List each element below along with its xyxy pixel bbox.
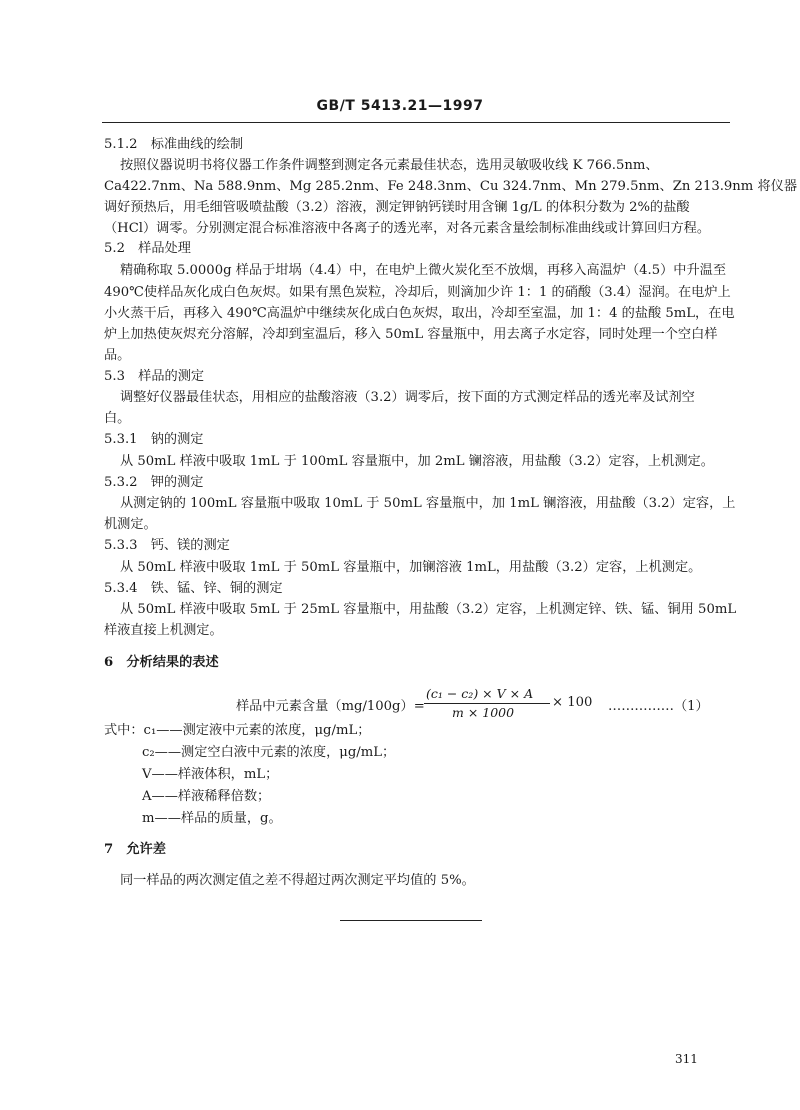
where-line: 式中：c₁——测定液中元素的浓度，μg/mL； xyxy=(104,723,371,738)
section-heading: 5.3 样品的测定 xyxy=(104,369,205,384)
where-line: c₂——测定空白液中元素的浓度，μg/mL； xyxy=(142,745,396,760)
paragraph-line: 调整好仪器最佳状态，用相应的盐酸溶液（3.2）调零后，按下面的方式测定样品的透光率及试剂空 xyxy=(120,390,695,405)
paragraph-line: 同一样品的两次测定值之差不得超过两次测定平均值的 5%。 xyxy=(120,873,475,888)
formula-fraction-bar xyxy=(424,703,550,704)
section-heading: 5.3.2 钾的测定 xyxy=(104,475,204,490)
paragraph-line: 490℃使样品灰化成白色灰烬。如果有黑色炭粒，冷却后，则滴加少许 1：1 的硝酸（3.4）湿润。在电炉上 xyxy=(104,285,731,300)
paragraph-line: （HCl）调零。分别测定混合标准溶液中各离子的透光率，对各元素含量绘制标准曲线或计算回归方程。 xyxy=(104,221,711,236)
section-heading: 5.3.4 铁、锰、锌、铜的测定 xyxy=(104,581,283,596)
paragraph-line: 按照仪器说明书将仪器工作条件调整到测定各元素最佳状态，选用灵敏吸收线 K 766.5nm、 xyxy=(120,158,659,173)
section-heading: 5.1.2 标准曲线的绘制 xyxy=(104,137,244,152)
section-heading: 6 分析结果的表述 xyxy=(104,655,219,670)
where-line: m——样品的质量，g。 xyxy=(142,811,282,826)
section-heading: 7 允许差 xyxy=(104,842,166,857)
paragraph-line: 从 50mL 样液中吸取 1mL 于 50mL 容量瓶中，加镧溶液 1mL，用盐酸（3.2）定容，上机测定。 xyxy=(120,560,702,575)
formula-multiplier: × 100 xyxy=(552,695,593,710)
paragraph-line: Ca422.7nm、Na 588.9nm、Mg 285.2nm、Fe 248.3nm、Cu 324.7nm、Mn 279.5nm、Zn 213.9nm 将仪器 xyxy=(104,179,798,194)
paragraph-line: 品。 xyxy=(104,348,131,363)
paragraph-line: 小火蒸干后，再移入 490℃高温炉中继续灰化成白色灰烬，取出，冷却至室温，加 1：4 的盐酸 5mL，在电 xyxy=(104,306,735,321)
where-line: V——样液体积，mL； xyxy=(142,767,279,782)
paragraph-line: 调好预热后，用毛细管吸喷盐酸（3.2）溶液，测定钾钠钙镁时用含镧 1g/L 的体积分数为 2%的盐酸 xyxy=(104,200,690,215)
formula-denominator: m × 1000 xyxy=(452,705,515,720)
formula-reference: ……………（1） xyxy=(608,699,709,714)
end-rule xyxy=(340,920,482,921)
section-heading: 5.3.1 钠的测定 xyxy=(104,432,204,447)
paragraph-line: 从测定钠的 100mL 容量瓶中吸取 10mL 于 50mL 容量瓶中，加 1mL 镧溶液，用盐酸（3.2）定容，上 xyxy=(120,496,736,511)
formula-numerator: (c₁ − c₂) × V × A xyxy=(426,686,534,701)
page-header: GB/T 5413.21—1997 xyxy=(316,98,484,114)
section-heading: 5.3.3 钙、镁的测定 xyxy=(104,538,230,553)
paragraph-line: 精确称取 5.0000g 样品于坩埚（4.4）中，在电炉上微火炭化至不放烟，再移入高温炉（4.5）中升温至 xyxy=(120,263,727,278)
paragraph-line: 白。 xyxy=(104,411,131,426)
paragraph-line: 从 50mL 样液中吸取 1mL 于 100mL 容量瓶中，加 2mL 镧溶液，用盐酸（3.2）定容，上机测定。 xyxy=(120,454,714,469)
paragraph-line: 样液直接上机测定。 xyxy=(104,623,223,638)
section-heading: 5.2 样品处理 xyxy=(104,241,191,256)
page-number: 311 xyxy=(675,1052,698,1066)
formula-lhs: 样品中元素含量（mg/100g）= xyxy=(236,699,425,714)
paragraph-line: 机测定。 xyxy=(104,517,157,532)
header-rule xyxy=(102,122,730,123)
formula xyxy=(0,686,800,720)
where-line: A——样液稀释倍数； xyxy=(142,789,271,804)
paragraph-line: 从 50mL 样液中吸取 5mL 于 25mL 容量瓶中，用盐酸（3.2）定容，上机测定锌、铁、锰、铜用 50mL xyxy=(120,602,737,617)
paragraph-line: 炉上加热使灰烬充分溶解，冷却到室温后，移入 50mL 容量瓶中，用去离子水定容，同时处理一个空白样 xyxy=(104,327,718,342)
